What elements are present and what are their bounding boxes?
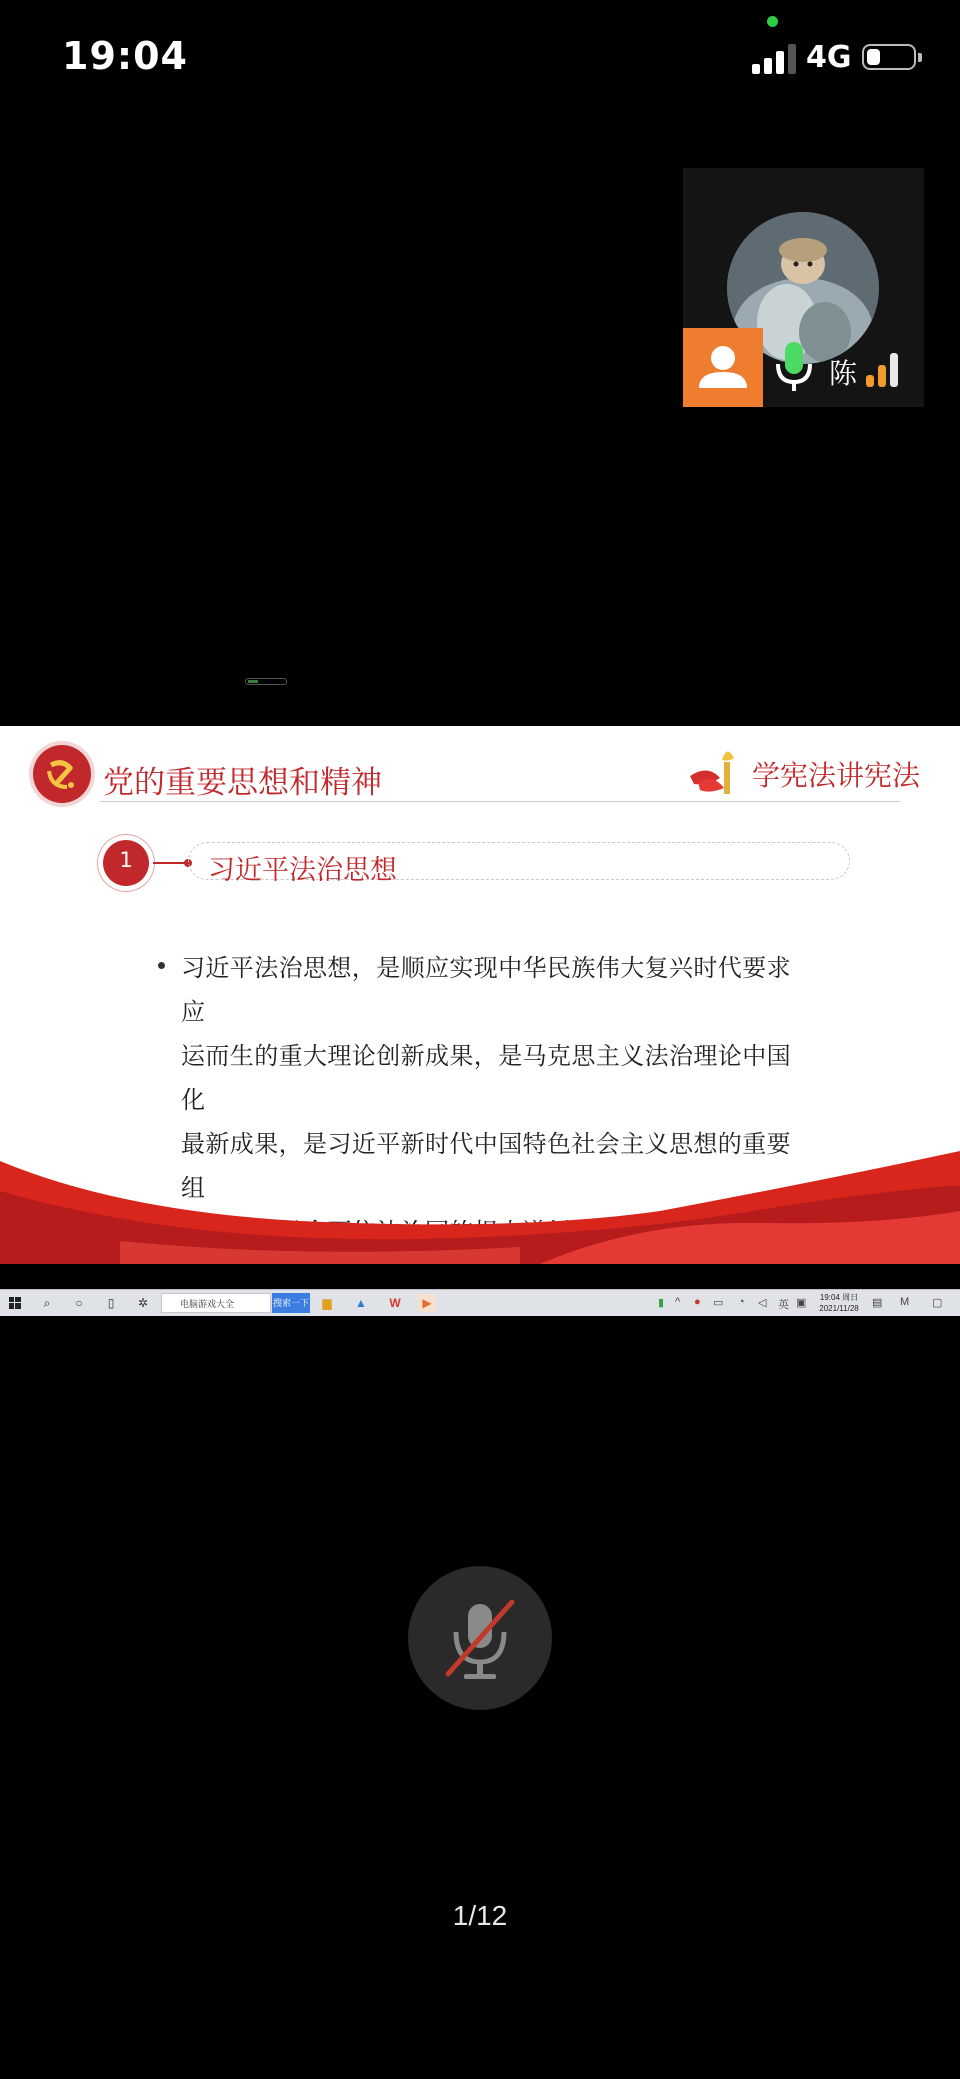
network-type: 4G bbox=[806, 40, 852, 75]
qq-tray-icon[interactable]: ● bbox=[694, 1296, 701, 1308]
person-icon bbox=[683, 328, 763, 407]
body-line: 最新成果，是习近平新时代中国特色社会主义思想的重要组 bbox=[181, 1130, 791, 1202]
body-line: 习近平法治思想，是顺应实现中华民族伟大复兴时代要求应 bbox=[181, 954, 791, 1026]
participant-name: 陈 bbox=[829, 358, 858, 389]
header-divider bbox=[100, 801, 900, 802]
task-view-icon[interactable]: ▯ bbox=[107, 1296, 115, 1310]
app-pinwheel-icon[interactable]: ✲ bbox=[137, 1296, 149, 1310]
page-indicator: 1/12 bbox=[452, 1900, 508, 1931]
mute-toggle-button[interactable] bbox=[408, 1566, 552, 1710]
taskbar-clock-date: 2021/11/28 bbox=[819, 1304, 859, 1313]
red-ribbon-decoration bbox=[0, 1151, 960, 1264]
shared-slide bbox=[0, 726, 960, 1264]
mic-off-icon bbox=[408, 1566, 552, 1710]
ime-mode-icon[interactable]: ▣ bbox=[796, 1297, 807, 1309]
cortana-icon[interactable]: ○ bbox=[75, 1296, 83, 1310]
wps-icon[interactable]: W bbox=[389, 1296, 401, 1310]
cellular-signal-icon bbox=[752, 42, 796, 74]
section-title: 习近平法治思想 bbox=[208, 855, 397, 886]
network-quality-icon bbox=[866, 351, 906, 387]
battery-tip bbox=[918, 53, 922, 62]
status-time: 19:04 bbox=[62, 34, 188, 78]
taskbar-clock-time: 19:04 周日 bbox=[819, 1293, 859, 1302]
battery-icon bbox=[862, 44, 916, 70]
power-tray-icon[interactable]: ▭ bbox=[713, 1297, 724, 1309]
taskbar-search-input[interactable]: 电脑游戏大全 bbox=[161, 1293, 271, 1313]
windows-start-icon[interactable] bbox=[6, 1294, 24, 1312]
notes-tray-icon[interactable]: ▤ bbox=[872, 1297, 883, 1309]
loading-indicator bbox=[245, 678, 287, 685]
ime-indicator[interactable]: 英 bbox=[778, 1299, 789, 1311]
slide-brand: 学宪法讲宪法 bbox=[752, 759, 921, 792]
taskbar-clock[interactable] bbox=[814, 1292, 864, 1314]
bullet-icon bbox=[158, 962, 165, 969]
taskbar-search-button[interactable]: 搜索一下 bbox=[272, 1293, 310, 1313]
windows-taskbar bbox=[0, 1289, 960, 1316]
action-center-icon[interactable]: ▢ bbox=[932, 1297, 943, 1309]
camera-indicator-icon bbox=[767, 16, 778, 27]
tray-expand-icon[interactable]: ^ bbox=[675, 1296, 681, 1308]
app-tray-icon[interactable]: M bbox=[900, 1296, 910, 1308]
wifi-tray-icon[interactable]: ◔ bbox=[738, 1296, 745, 1308]
section-number: 1 bbox=[119, 848, 133, 872]
photos-icon[interactable]: ▲ bbox=[355, 1296, 367, 1310]
slides-app-icon[interactable]: ▶ bbox=[418, 1294, 436, 1312]
party-emblem-icon bbox=[33, 745, 91, 803]
participant-tile[interactable] bbox=[683, 168, 924, 407]
participant-mic-icon bbox=[773, 340, 815, 394]
battery-tray-icon[interactable]: ▮ bbox=[658, 1297, 665, 1309]
section-number-badge bbox=[103, 840, 149, 886]
slide-title: 党的重要思想和精神 bbox=[103, 765, 382, 801]
torch-logo-icon bbox=[688, 744, 744, 798]
volume-tray-icon[interactable]: ◁ bbox=[758, 1297, 767, 1309]
file-explorer-icon[interactable]: ▆ bbox=[322, 1296, 332, 1310]
search-icon[interactable]: ⌕ bbox=[43, 1295, 51, 1310]
body-line: 运而生的重大理论创新成果，是马克思主义法治理论中国化 bbox=[181, 1042, 791, 1114]
section-connector bbox=[153, 862, 187, 864]
